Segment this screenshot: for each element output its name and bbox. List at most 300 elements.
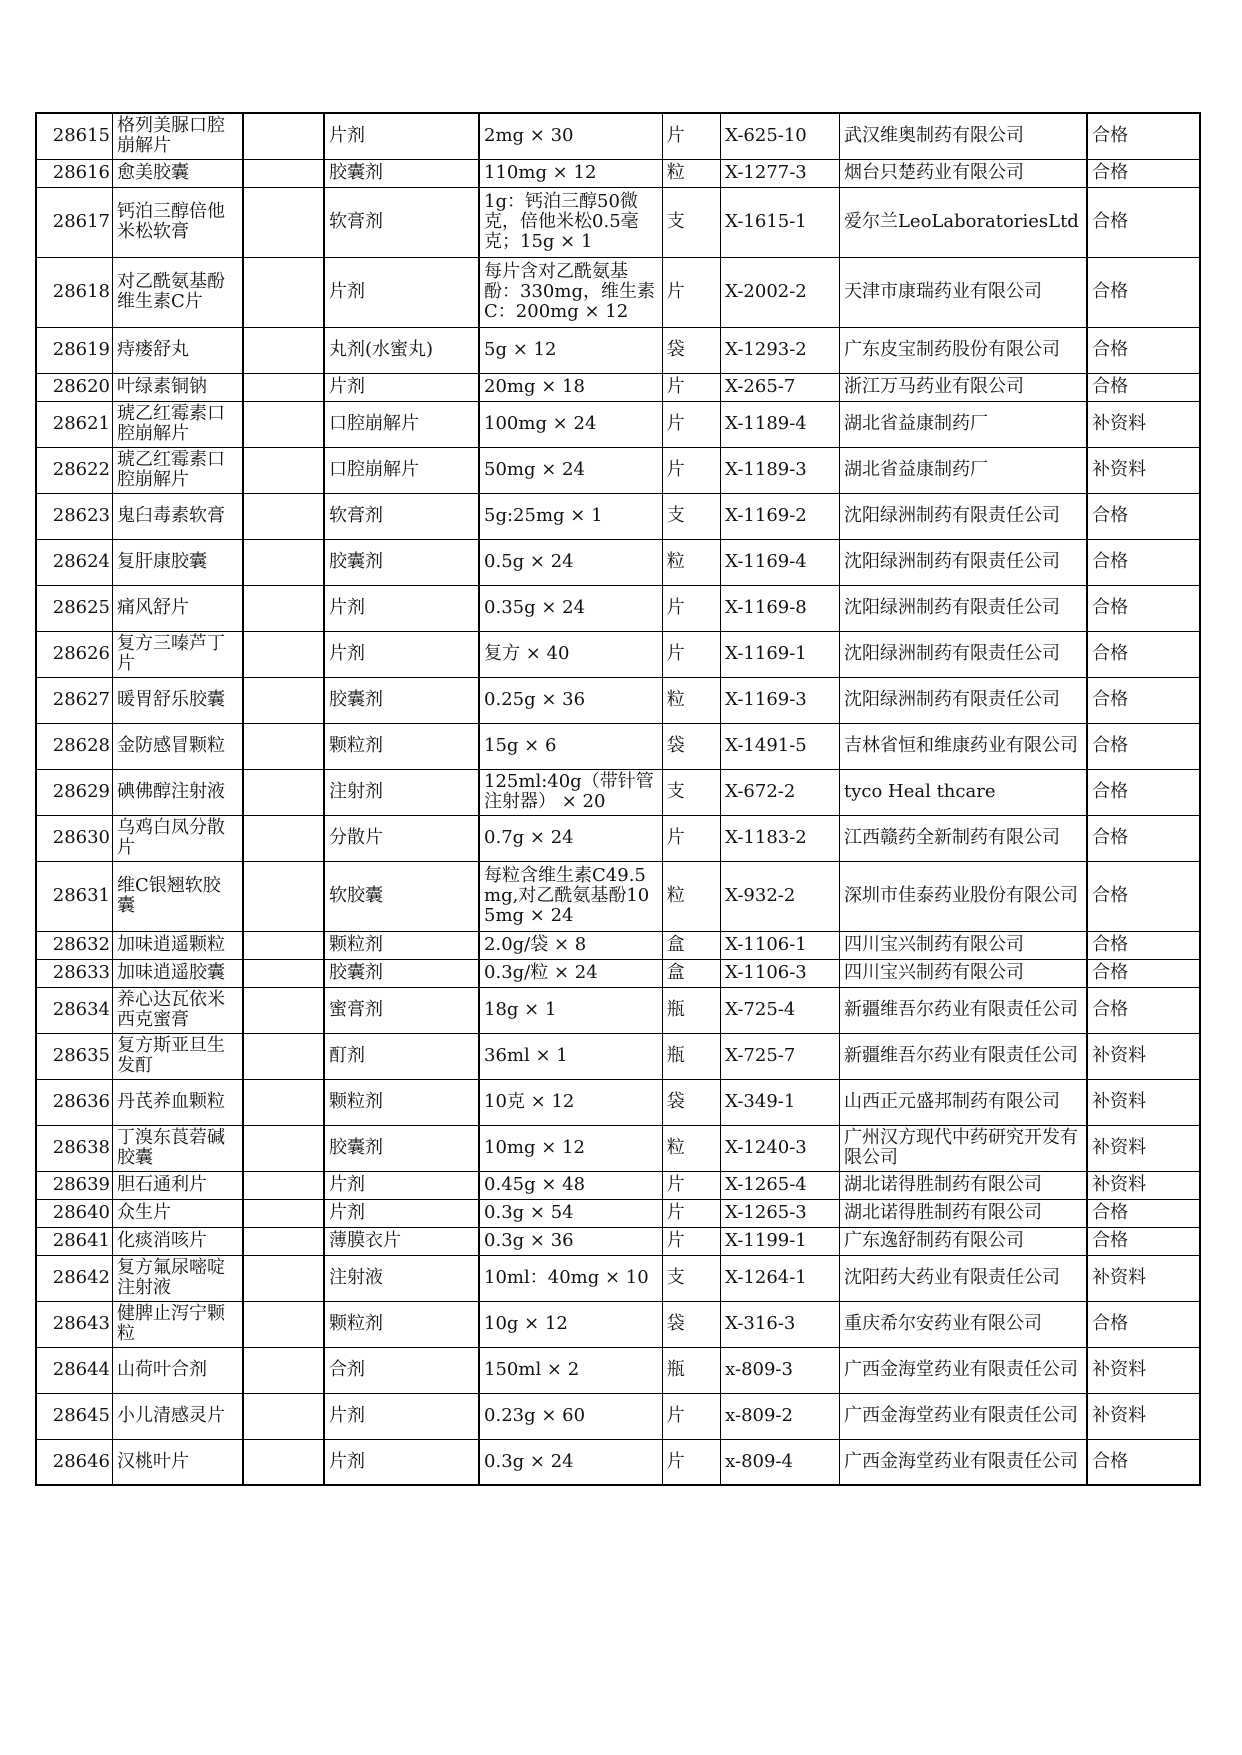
- approval-code: X-1106-1: [721, 931, 840, 959]
- inspection-result: 合格: [1087, 1227, 1200, 1255]
- table-row: [36, 631, 1200, 677]
- dosage-form: 软膏剂: [324, 187, 479, 257]
- package-unit: 片: [662, 1227, 720, 1255]
- blank-cell: [243, 1079, 324, 1125]
- manufacturer: 新疆维吾尔药业有限责任公司: [839, 987, 1087, 1033]
- record-id: 28623: [36, 493, 113, 539]
- dosage-form: 片剂: [324, 257, 479, 327]
- table-row: [36, 861, 1200, 931]
- manufacturer: 广西金海堂药业有限责任公司: [839, 1439, 1087, 1485]
- package-unit: 袋: [662, 1079, 720, 1125]
- inspection-result: 合格: [1087, 931, 1200, 959]
- inspection-result: 合格: [1087, 1199, 1200, 1227]
- blank-cell: [243, 257, 324, 327]
- drug-name: 金防感冒颗粒: [113, 723, 244, 769]
- table-row: [36, 585, 1200, 631]
- record-id: 28630: [36, 815, 113, 861]
- drug-name: 琥乙红霉素口腔崩解片: [113, 401, 244, 447]
- package-unit: 粒: [662, 677, 720, 723]
- specification: 125ml:40g（带针管注射器） × 20: [479, 769, 662, 815]
- package-unit: 支: [662, 493, 720, 539]
- record-id: 28631: [36, 861, 113, 931]
- approval-code: X-672-2: [721, 769, 840, 815]
- dosage-form: 片剂: [324, 631, 479, 677]
- inspection-result: 合格: [1087, 1439, 1200, 1485]
- drug-name: 汉桃叶片: [113, 1439, 244, 1485]
- blank-cell: [243, 959, 324, 987]
- record-id: 28639: [36, 1171, 113, 1199]
- manufacturer: 武汉维奥制药有限公司: [839, 113, 1087, 159]
- manufacturer: 湖北省益康制药厂: [839, 401, 1087, 447]
- inspection-result: 合格: [1087, 769, 1200, 815]
- approval-code: X-1189-4: [721, 401, 840, 447]
- record-id: 28638: [36, 1125, 113, 1171]
- blank-cell: [243, 931, 324, 959]
- dosage-form: 片剂: [324, 373, 479, 401]
- drug-name: 复方氟尿嘧啶注射液: [113, 1255, 244, 1301]
- record-id: 28629: [36, 769, 113, 815]
- inspection-result: 合格: [1087, 959, 1200, 987]
- inspection-result: 补资料: [1087, 447, 1200, 493]
- dosage-form: 胶囊剂: [324, 539, 479, 585]
- table-row: [36, 931, 1200, 959]
- blank-cell: [243, 113, 324, 159]
- dosage-form: 片剂: [324, 113, 479, 159]
- drug-name: 养心达瓦依米西克蜜膏: [113, 987, 244, 1033]
- drug-name: 加味逍遥颗粒: [113, 931, 244, 959]
- dosage-form: 颗粒剂: [324, 1079, 479, 1125]
- inspection-result: 补资料: [1087, 401, 1200, 447]
- record-id: 28619: [36, 327, 113, 373]
- table-row: [36, 113, 1200, 159]
- manufacturer: 四川宝兴制药有限公司: [839, 931, 1087, 959]
- table-row: [36, 1227, 1200, 1255]
- specification: 10ml：40mg × 10: [479, 1255, 662, 1301]
- inspection-result: 合格: [1087, 723, 1200, 769]
- package-unit: 支: [662, 769, 720, 815]
- manufacturer: 湖北诺得胜制药有限公司: [839, 1199, 1087, 1227]
- package-unit: 盒: [662, 931, 720, 959]
- drug-name: 维C银翘软胶囊: [113, 861, 244, 931]
- inspection-result: 合格: [1087, 677, 1200, 723]
- dosage-form: 软胶囊: [324, 861, 479, 931]
- manufacturer: 江西赣药全新制药有限公司: [839, 815, 1087, 861]
- dosage-form: 酊剂: [324, 1033, 479, 1079]
- package-unit: 片: [662, 1439, 720, 1485]
- approval-code: X-1169-3: [721, 677, 840, 723]
- drug-name: 钙泊三醇倍他米松软膏: [113, 187, 244, 257]
- specification: 10g × 12: [479, 1301, 662, 1347]
- manufacturer: tyco Heal thcare: [839, 769, 1087, 815]
- inspection-result: 补资料: [1087, 1347, 1200, 1393]
- blank-cell: [243, 539, 324, 585]
- dosage-form: 片剂: [324, 585, 479, 631]
- record-id: 28636: [36, 1079, 113, 1125]
- drug-name: 复方三嗪芦丁片: [113, 631, 244, 677]
- record-id: 28642: [36, 1255, 113, 1301]
- table-row: [36, 1347, 1200, 1393]
- specification: 0.25g × 36: [479, 677, 662, 723]
- manufacturer: 沈阳药大药业有限责任公司: [839, 1255, 1087, 1301]
- inspection-result: 补资料: [1087, 1393, 1200, 1439]
- dosage-form: 胶囊剂: [324, 1125, 479, 1171]
- table-row: [36, 1125, 1200, 1171]
- table-row: [36, 723, 1200, 769]
- drug-name: 化痰消咳片: [113, 1227, 244, 1255]
- inspection-result: 合格: [1087, 373, 1200, 401]
- dosage-form: 薄膜衣片: [324, 1227, 479, 1255]
- table-row: [36, 159, 1200, 187]
- drug-name: 众生片: [113, 1199, 244, 1227]
- blank-cell: [243, 987, 324, 1033]
- package-unit: 片: [662, 257, 720, 327]
- approval-code: X-1183-2: [721, 815, 840, 861]
- record-id: 28634: [36, 987, 113, 1033]
- drug-name: 叶绿素铜钠: [113, 373, 244, 401]
- drug-name: 暖胃舒乐胶囊: [113, 677, 244, 723]
- package-unit: 支: [662, 187, 720, 257]
- drug-name: 小儿清感灵片: [113, 1393, 244, 1439]
- approval-code: X-1169-8: [721, 585, 840, 631]
- table-body: [36, 113, 1200, 1485]
- blank-cell: [243, 1227, 324, 1255]
- blank-cell: [243, 373, 324, 401]
- dosage-form: 丸剂(水蜜丸): [324, 327, 479, 373]
- approval-code: X-349-1: [721, 1079, 840, 1125]
- specification: 每粒含维生素C49.5mg,对乙酰氨基酚105mg × 24: [479, 861, 662, 931]
- blank-cell: [243, 1301, 324, 1347]
- table-row: [36, 1079, 1200, 1125]
- drug-name: 琥乙红霉素口腔崩解片: [113, 447, 244, 493]
- blank-cell: [243, 1393, 324, 1439]
- package-unit: 瓶: [662, 1033, 720, 1079]
- inspection-result: 补资料: [1087, 1033, 1200, 1079]
- record-id: 28617: [36, 187, 113, 257]
- approval-code: X-1106-3: [721, 959, 840, 987]
- inspection-result: 补资料: [1087, 1079, 1200, 1125]
- manufacturer: 广东皮宝制药股份有限公司: [839, 327, 1087, 373]
- manufacturer: 烟台只楚药业有限公司: [839, 159, 1087, 187]
- specification: 10克 × 12: [479, 1079, 662, 1125]
- approval-code: X-1265-4: [721, 1171, 840, 1199]
- inspection-result: 合格: [1087, 987, 1200, 1033]
- dosage-form: 注射液: [324, 1255, 479, 1301]
- blank-cell: [243, 1199, 324, 1227]
- inspection-result: 补资料: [1087, 1255, 1200, 1301]
- inspection-result: 合格: [1087, 113, 1200, 159]
- package-unit: 粒: [662, 159, 720, 187]
- approval-code: X-1491-5: [721, 723, 840, 769]
- table-row: [36, 257, 1200, 327]
- table-row: [36, 327, 1200, 373]
- inspection-result: 合格: [1087, 159, 1200, 187]
- inspection-result: 补资料: [1087, 1125, 1200, 1171]
- table-row: [36, 1301, 1200, 1347]
- blank-cell: [243, 1033, 324, 1079]
- manufacturer: 广西金海堂药业有限责任公司: [839, 1393, 1087, 1439]
- table-row: [36, 493, 1200, 539]
- record-id: 28643: [36, 1301, 113, 1347]
- package-unit: 片: [662, 401, 720, 447]
- package-unit: 片: [662, 373, 720, 401]
- package-unit: 盒: [662, 959, 720, 987]
- package-unit: 袋: [662, 1301, 720, 1347]
- record-id: 28645: [36, 1393, 113, 1439]
- specification: 36ml × 1: [479, 1033, 662, 1079]
- inspection-result: 合格: [1087, 493, 1200, 539]
- record-id: 28615: [36, 113, 113, 159]
- table-row: [36, 987, 1200, 1033]
- specification: 100mg × 24: [479, 401, 662, 447]
- blank-cell: [243, 677, 324, 723]
- drug-name: 鬼臼毒素软膏: [113, 493, 244, 539]
- specification: 15g × 6: [479, 723, 662, 769]
- package-unit: 片: [662, 631, 720, 677]
- drug-name: 丁溴东莨菪碱胶囊: [113, 1125, 244, 1171]
- table-row: [36, 769, 1200, 815]
- dosage-form: 注射剂: [324, 769, 479, 815]
- table-row: [36, 1439, 1200, 1485]
- table-row: [36, 677, 1200, 723]
- manufacturer: 吉林省恒和维康药业有限公司: [839, 723, 1087, 769]
- specification: 0.7g × 24: [479, 815, 662, 861]
- record-id: 28627: [36, 677, 113, 723]
- specification: 50mg × 24: [479, 447, 662, 493]
- approval-code: X-1189-3: [721, 447, 840, 493]
- package-unit: 瓶: [662, 987, 720, 1033]
- approval-code: X-1169-4: [721, 539, 840, 585]
- specification: 0.45g × 48: [479, 1171, 662, 1199]
- blank-cell: [243, 723, 324, 769]
- record-id: 28644: [36, 1347, 113, 1393]
- specification: 0.3g/粒 × 24: [479, 959, 662, 987]
- approval-code: X-1169-1: [721, 631, 840, 677]
- package-unit: 支: [662, 1255, 720, 1301]
- blank-cell: [243, 493, 324, 539]
- dosage-form: 口腔崩解片: [324, 401, 479, 447]
- drug-registry-table: [35, 112, 1201, 1486]
- approval-code: X-2002-2: [721, 257, 840, 327]
- dosage-form: 胶囊剂: [324, 159, 479, 187]
- table-row: [36, 447, 1200, 493]
- approval-code: x-809-3: [721, 1347, 840, 1393]
- manufacturer: 广西金海堂药业有限责任公司: [839, 1347, 1087, 1393]
- table-row: [36, 187, 1200, 257]
- blank-cell: [243, 327, 324, 373]
- dosage-form: 分散片: [324, 815, 479, 861]
- table-row: [36, 1393, 1200, 1439]
- drug-name: 复肝康胶囊: [113, 539, 244, 585]
- record-id: 28616: [36, 159, 113, 187]
- blank-cell: [243, 769, 324, 815]
- record-id: 28618: [36, 257, 113, 327]
- table-row: [36, 815, 1200, 861]
- specification: 每片含对乙酰氨基酚：330mg，维生素C：200mg × 12: [479, 257, 662, 327]
- manufacturer: 新疆维吾尔药业有限责任公司: [839, 1033, 1087, 1079]
- record-id: 28621: [36, 401, 113, 447]
- package-unit: 粒: [662, 539, 720, 585]
- inspection-result: 合格: [1087, 1301, 1200, 1347]
- manufacturer: 沈阳绿洲制药有限责任公司: [839, 585, 1087, 631]
- drug-name: 对乙酰氨基酚维生素C片: [113, 257, 244, 327]
- specification: 20mg × 18: [479, 373, 662, 401]
- package-unit: 片: [662, 447, 720, 493]
- specification: 18g × 1: [479, 987, 662, 1033]
- manufacturer: 深圳市佳泰药业股份有限公司: [839, 861, 1087, 931]
- inspection-result: 合格: [1087, 861, 1200, 931]
- record-id: 28641: [36, 1227, 113, 1255]
- approval-code: x-809-4: [721, 1439, 840, 1485]
- dosage-form: 颗粒剂: [324, 1301, 479, 1347]
- dosage-form: 口腔崩解片: [324, 447, 479, 493]
- dosage-form: 软膏剂: [324, 493, 479, 539]
- blank-cell: [243, 1171, 324, 1199]
- dosage-form: 蜜膏剂: [324, 987, 479, 1033]
- package-unit: 袋: [662, 327, 720, 373]
- inspection-result: 合格: [1087, 187, 1200, 257]
- dosage-form: 胶囊剂: [324, 677, 479, 723]
- table-row: [36, 959, 1200, 987]
- manufacturer: 沈阳绿洲制药有限责任公司: [839, 493, 1087, 539]
- manufacturer: 沈阳绿洲制药有限责任公司: [839, 677, 1087, 723]
- manufacturer: 湖北诺得胜制药有限公司: [839, 1171, 1087, 1199]
- blank-cell: [243, 815, 324, 861]
- blank-cell: [243, 631, 324, 677]
- specification: 0.5g × 24: [479, 539, 662, 585]
- package-unit: 片: [662, 1393, 720, 1439]
- record-id: 28640: [36, 1199, 113, 1227]
- specification: 0.3g × 24: [479, 1439, 662, 1485]
- blank-cell: [243, 1125, 324, 1171]
- specification: 复方 × 40: [479, 631, 662, 677]
- table-row: [36, 1171, 1200, 1199]
- manufacturer: 湖北省益康制药厂: [839, 447, 1087, 493]
- approval-code: X-625-10: [721, 113, 840, 159]
- record-id: 28646: [36, 1439, 113, 1485]
- record-id: 28635: [36, 1033, 113, 1079]
- table-row: [36, 401, 1200, 447]
- record-id: 28626: [36, 631, 113, 677]
- package-unit: 粒: [662, 1125, 720, 1171]
- specification: 0.23g × 60: [479, 1393, 662, 1439]
- manufacturer: 沈阳绿洲制药有限责任公司: [839, 631, 1087, 677]
- approval-code: X-265-7: [721, 373, 840, 401]
- drug-name: 碘佛醇注射液: [113, 769, 244, 815]
- table-row: [36, 1255, 1200, 1301]
- approval-code: X-1265-3: [721, 1199, 840, 1227]
- blank-cell: [243, 585, 324, 631]
- inspection-result: 合格: [1087, 585, 1200, 631]
- blank-cell: [243, 1347, 324, 1393]
- inspection-result: 合格: [1087, 257, 1200, 327]
- record-id: 28632: [36, 931, 113, 959]
- specification: 10mg × 12: [479, 1125, 662, 1171]
- drug-name: 胆石通利片: [113, 1171, 244, 1199]
- specification: 2mg × 30: [479, 113, 662, 159]
- drug-name: 山荷叶合剂: [113, 1347, 244, 1393]
- specification: 2.0g/袋 × 8: [479, 931, 662, 959]
- drug-name: 丹芪养血颗粒: [113, 1079, 244, 1125]
- manufacturer: 重庆希尔安药业有限公司: [839, 1301, 1087, 1347]
- drug-name: 复方斯亚旦生发酊: [113, 1033, 244, 1079]
- dosage-form: 片剂: [324, 1171, 479, 1199]
- approval-code: X-1199-1: [721, 1227, 840, 1255]
- table-row: [36, 1033, 1200, 1079]
- record-id: 28620: [36, 373, 113, 401]
- approval-code: X-1615-1: [721, 187, 840, 257]
- record-id: 28633: [36, 959, 113, 987]
- package-unit: 片: [662, 585, 720, 631]
- drug-name: 愈美胶囊: [113, 159, 244, 187]
- package-unit: 片: [662, 113, 720, 159]
- manufacturer: 山西正元盛邦制药有限公司: [839, 1079, 1087, 1125]
- manufacturer: 四川宝兴制药有限公司: [839, 959, 1087, 987]
- approval-code: X-1240-3: [721, 1125, 840, 1171]
- dosage-form: 片剂: [324, 1199, 479, 1227]
- specification: 5g:25mg × 1: [479, 493, 662, 539]
- table-row: [36, 373, 1200, 401]
- specification: 5g × 12: [479, 327, 662, 373]
- dosage-form: 颗粒剂: [324, 723, 479, 769]
- approval-code: x-809-2: [721, 1393, 840, 1439]
- package-unit: 袋: [662, 723, 720, 769]
- approval-code: X-316-3: [721, 1301, 840, 1347]
- approval-code: X-1264-1: [721, 1255, 840, 1301]
- specification: 1g：钙泊三醇50微克，倍他米松0.5毫克；15g × 1: [479, 187, 662, 257]
- package-unit: 片: [662, 1199, 720, 1227]
- drug-name: 健脾止泻宁颗粒: [113, 1301, 244, 1347]
- drug-name: 加味逍遥胶囊: [113, 959, 244, 987]
- blank-cell: [243, 1255, 324, 1301]
- package-unit: 粒: [662, 861, 720, 931]
- approval-code: X-725-7: [721, 1033, 840, 1079]
- package-unit: 瓶: [662, 1347, 720, 1393]
- approval-code: X-1293-2: [721, 327, 840, 373]
- approval-code: X-1169-2: [721, 493, 840, 539]
- dosage-form: 片剂: [324, 1393, 479, 1439]
- manufacturer: 天津市康瑞药业有限公司: [839, 257, 1087, 327]
- specification: 0.35g × 24: [479, 585, 662, 631]
- specification: 150ml × 2: [479, 1347, 662, 1393]
- manufacturer: 沈阳绿洲制药有限责任公司: [839, 539, 1087, 585]
- specification: 0.3g × 54: [479, 1199, 662, 1227]
- table-row: [36, 1199, 1200, 1227]
- manufacturer: 浙江万马药业有限公司: [839, 373, 1087, 401]
- approval-code: X-725-4: [721, 987, 840, 1033]
- record-id: 28624: [36, 539, 113, 585]
- dosage-form: 颗粒剂: [324, 931, 479, 959]
- blank-cell: [243, 159, 324, 187]
- approval-code: X-932-2: [721, 861, 840, 931]
- drug-name: 痔瘘舒丸: [113, 327, 244, 373]
- dosage-form: 胶囊剂: [324, 959, 479, 987]
- blank-cell: [243, 187, 324, 257]
- drug-name: 痛风舒片: [113, 585, 244, 631]
- inspection-result: 补资料: [1087, 1171, 1200, 1199]
- inspection-result: 合格: [1087, 539, 1200, 585]
- manufacturer: 爱尔兰LeoLaboratoriesLtd: [839, 187, 1087, 257]
- package-unit: 片: [662, 1171, 720, 1199]
- dosage-form: 片剂: [324, 1439, 479, 1485]
- blank-cell: [243, 447, 324, 493]
- inspection-result: 合格: [1087, 815, 1200, 861]
- blank-cell: [243, 861, 324, 931]
- dosage-form: 合剂: [324, 1347, 479, 1393]
- approval-code: X-1277-3: [721, 159, 840, 187]
- inspection-result: 合格: [1087, 631, 1200, 677]
- drug-name: 格列美脲口腔崩解片: [113, 113, 244, 159]
- table-row: [36, 539, 1200, 585]
